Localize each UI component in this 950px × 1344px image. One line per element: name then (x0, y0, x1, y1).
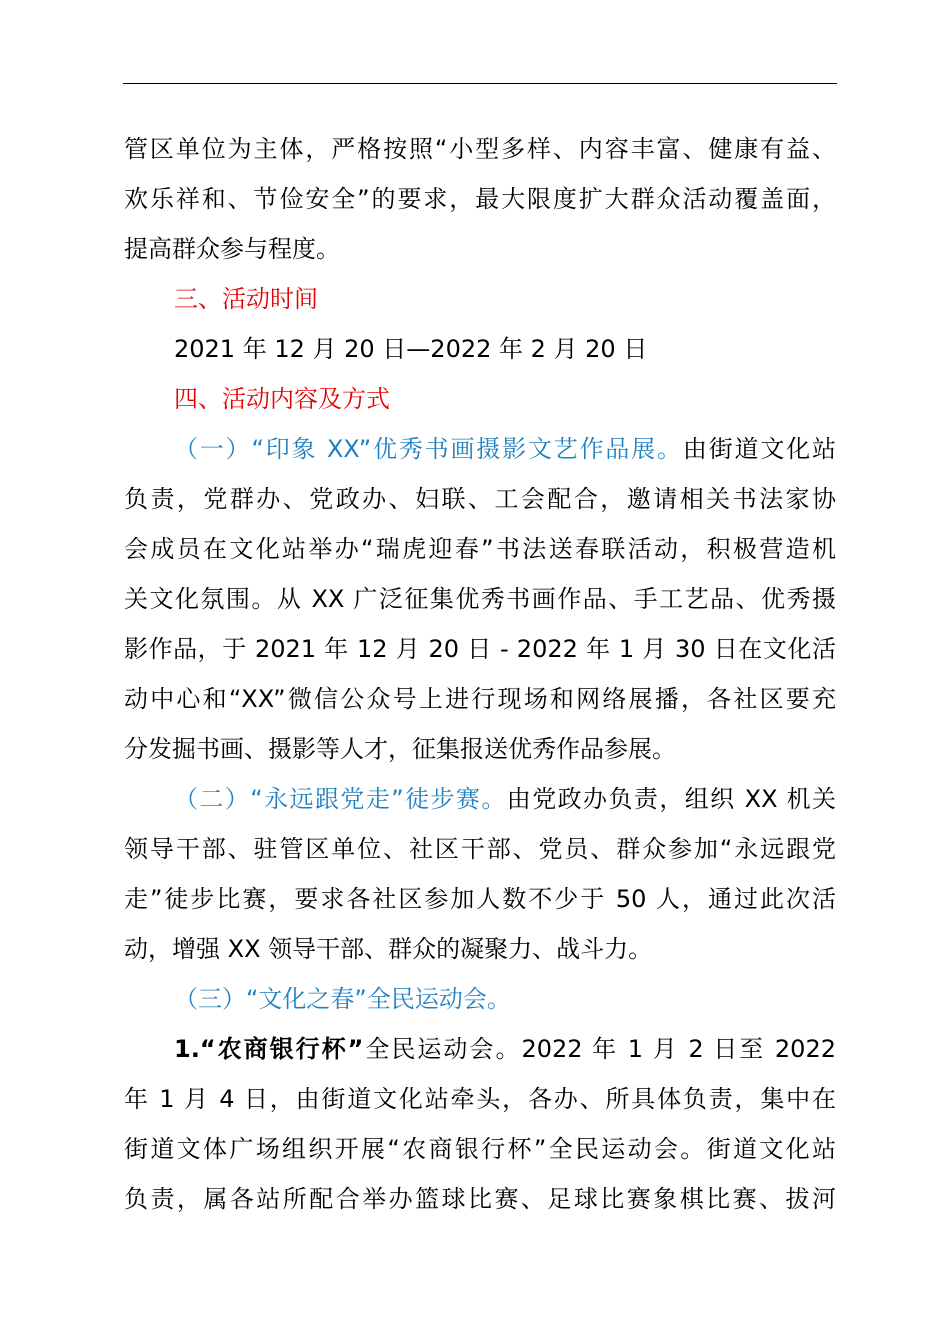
sub-item-1-title: 1.“农商银行杯” (174, 1035, 364, 1063)
paragraph-line: 影作品，于 2021 年 12 月 20 日 - 2022 年 1 月 30 日在文化活 (124, 635, 836, 663)
paragraph-line: 提高群众参与程度。 (124, 235, 340, 263)
paragraph-line: 管区单位为主体，严格按照“小型多样、内容丰富、健康有益、 (124, 135, 836, 163)
paragraph-line: 领导干部、驻管区单位、社区干部、党员、群众参加“永远跟党 (124, 835, 836, 863)
document-body (124, 124, 836, 1224)
paragraph-line: 分发掘书画、摄影等人才，征集报送优秀作品参展。 (124, 735, 676, 763)
item-1-text: 由街道文化站 (682, 435, 836, 463)
item-1-title: （一）“印象 XX”优秀书画摄影文艺作品展。 (174, 435, 683, 463)
paragraph-line: 年 1 月 4 日，由街道文化站牵头，各办、所具体负责，集中在 (124, 1085, 836, 1113)
item-2-title: （二）“永远跟党走”徒步赛。 (174, 785, 507, 813)
header-rule (123, 83, 837, 84)
item-1-first-line (124, 424, 836, 474)
paragraph-line: 负责，属各站所配合举办篮球比赛、足球比赛象棋比赛、拔河 (124, 1185, 836, 1213)
paragraph-line: 关文化氛围。从 XX 广泛征集优秀书画作品、手工艺品、优秀摄 (124, 585, 836, 613)
paragraph-line: 动中心和“XX”微信公众号上进行现场和网络展播，各社区要充 (124, 685, 836, 713)
section-heading-activity-time: 三、活动时间 (174, 285, 318, 313)
activity-date-range: 2021 年 12 月 20 日—2022 年 2 月 20 日 (174, 335, 648, 363)
paragraph-line: 欢乐祥和、节俭安全”的要求，最大限度扩大群众活动覆盖面， (124, 185, 836, 213)
paragraph-line: 走”徒步比赛，要求各社区参加人数不少于 50 人，通过此次活 (124, 885, 836, 913)
sub-item-1-text: 全民运动会。2022 年 1 月 2 日至 2022 (363, 1035, 836, 1063)
paragraph-line: 负责，党群办、党政办、妇联、工会配合，邀请相关书法家协 (124, 485, 836, 513)
paragraph-line: 动，增强 XX 领导干部、群众的凝聚力、战斗力。 (124, 935, 653, 963)
paragraph-line: 街道文体广场组织开展“农商银行杯”全民运动会。街道文化站 (124, 1135, 836, 1163)
item-3-title: （三）“文化之春”全民运动会。 (174, 985, 511, 1013)
section-heading-activity-content: 四、活动内容及方式 (174, 385, 390, 413)
item-2-text: 由党政办负责，组织 XX 机关 (506, 785, 836, 813)
paragraph-line: 会成员在文化站举办“瑞虎迎春”书法送春联活动，积极营造机 (124, 535, 836, 563)
item-2-first-line (124, 774, 836, 824)
sub-item-1-first-line (124, 1024, 836, 1074)
